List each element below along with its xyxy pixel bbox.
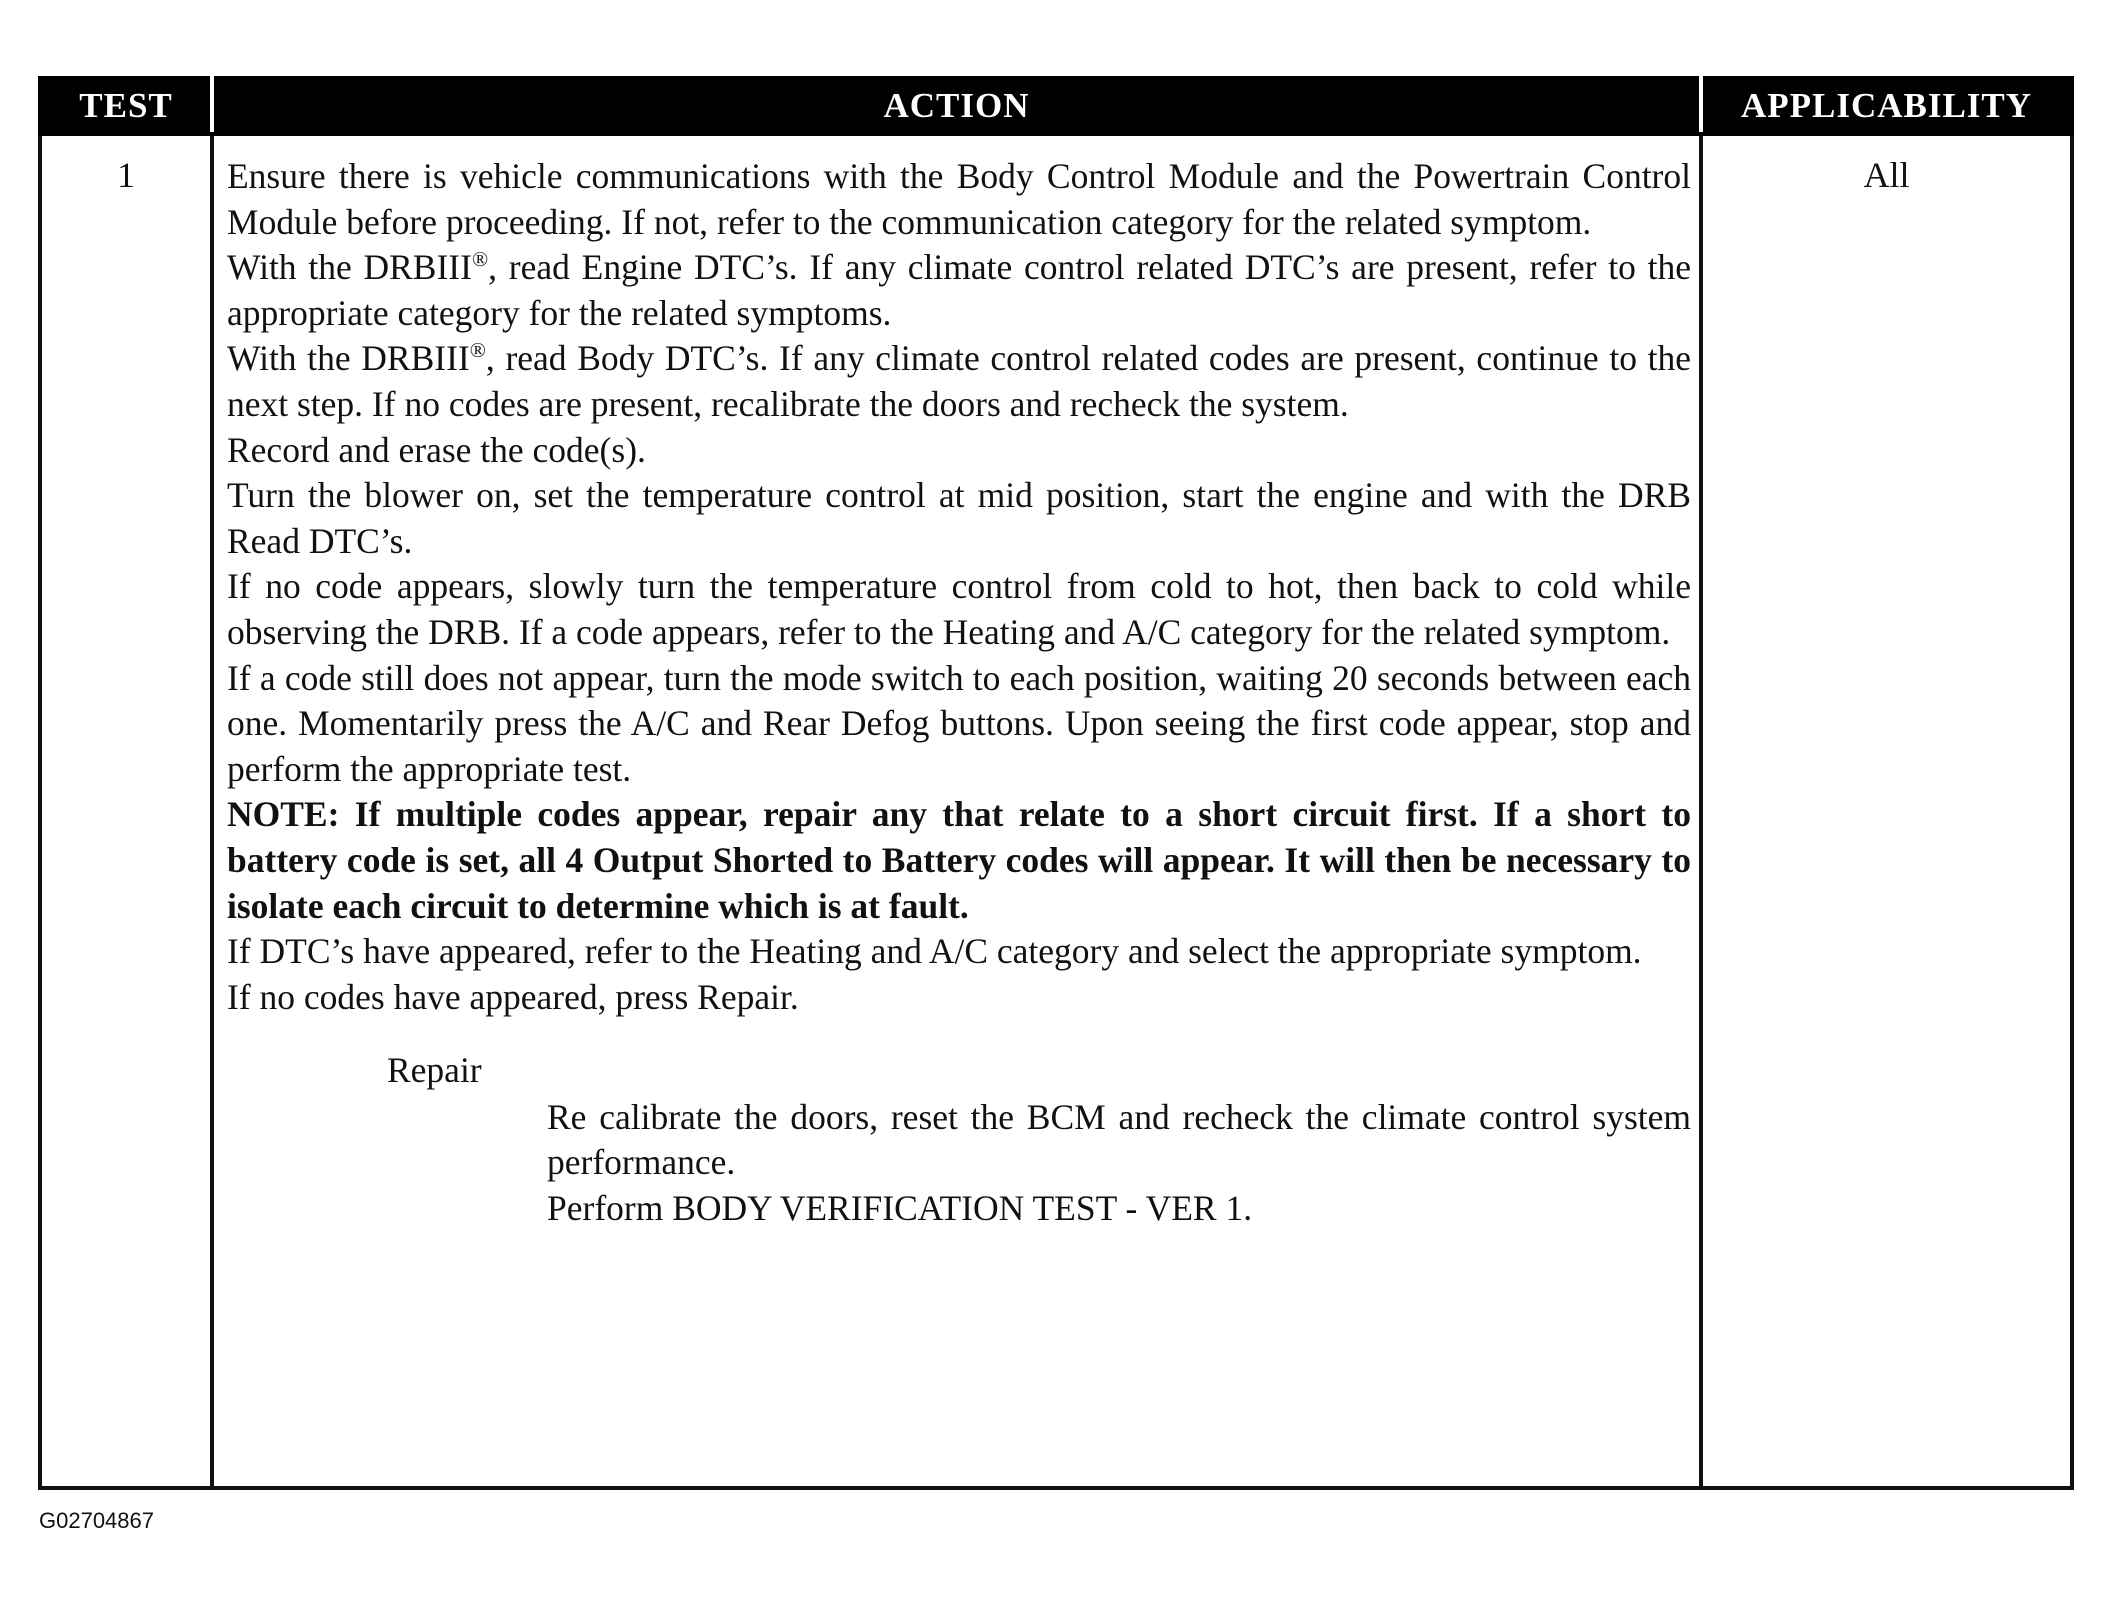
figure-id: G02704867 [39,1508,154,1533]
action-step: Record and erase the code(s). [227,429,646,470]
action-step: With the DRBIII®, read Body DTC’s. If any climate control related codes are present, continue to the next step. If no codes are present, recalibrate the doors and recheck the system. [227,338,1691,424]
repair-block [227,1048,1691,1231]
repair-label: Repair [387,1050,482,1091]
table-row [40,134,2072,1488]
header-test: TEST [40,78,212,134]
action-step: If no code appears, slowly turn the temperature control from cold to hot, then back to cold while observing the DRB. If a code appears, refer to the Heating and A/C category for the related symptom. [227,566,1691,652]
repair-detail [547,1095,1691,1232]
applicability-value: All [1863,155,1910,195]
action-step: If a code still does not appear, turn the mode switch to each position, waiting 20 seconds between each one. Momentarily press the A/C and Rear Defog buttons. Upon seeing the first code appear, stop and perform the appropriate test. [227,657,1691,789]
note-text: NOTE: If multiple codes appear, repair any that relate to a short circuit first. If a short to battery code is set, all 4 Output Shorted to Battery codes will appear. It will then be necessary to isolate each circuit to determine which is at fault. [227,794,1691,926]
repair-detail-line: Perform BODY VERIFICATION TEST - VER 1. [547,1188,1253,1229]
action-step: Ensure there is vehicle communications with the Body Control Module and the Powertrain Control Module before proceeding. If not, refer to the communication category for the related symptom. [227,156,1691,242]
action-step: If no codes have appeared, press Repair. [227,976,799,1017]
header-applicability: APPLICABILITY [1701,78,2072,134]
test-number: 1 [117,155,135,195]
action-step: If DTC’s have appeared, refer to the Heating and A/C category and select the appropriate symptom. [227,931,1642,972]
applicability-cell [1701,134,2072,1488]
test-number-cell [40,134,212,1488]
action-steps [227,154,1691,1020]
action-step: Turn the blower on, set the temperature control at mid position, start the engine and with the DRB Read DTC’s. [227,475,1691,561]
table-header-row [40,78,2072,134]
header-action: ACTION [212,78,1701,134]
diagnostic-test-table [38,76,2074,1490]
action-cell [212,134,1701,1488]
repair-detail-line: Re calibrate the doors, reset the BCM and recheck the climate control system performance. [547,1096,1691,1183]
action-step: With the DRBIII®, read Engine DTC’s. If any climate control related DTC’s are present, refer to the appropriate category for the related symptoms. [227,247,1691,333]
